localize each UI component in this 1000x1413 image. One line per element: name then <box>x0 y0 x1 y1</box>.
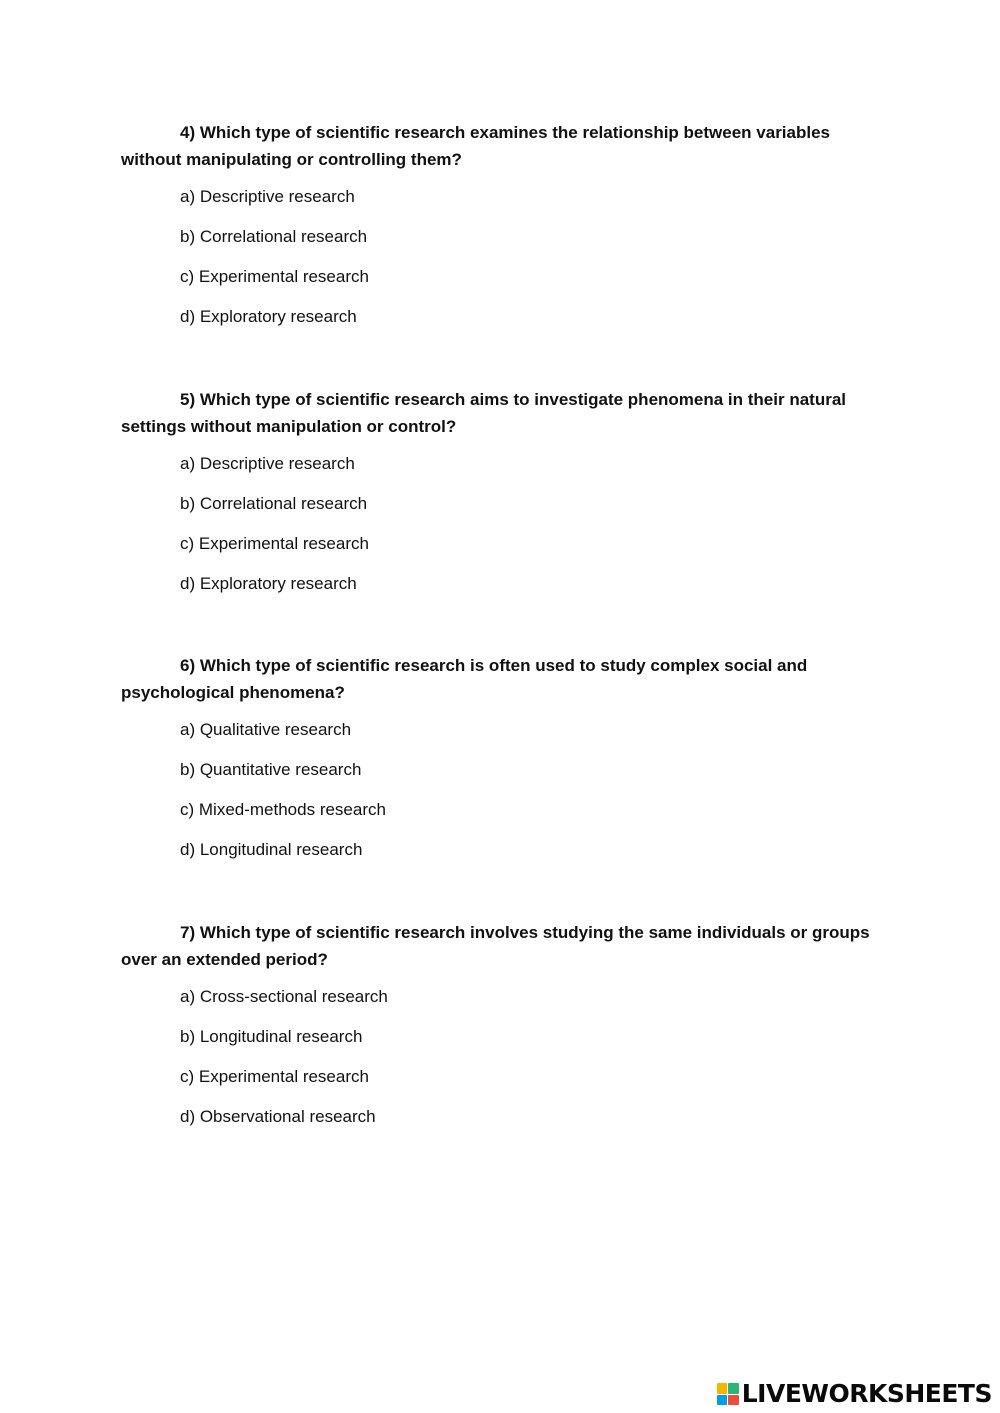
logo-tile <box>717 1383 728 1394</box>
option-c: c) Experimental research <box>180 534 369 553</box>
answer-options <box>121 986 881 1128</box>
question-text: 7) Which type of scientific research involves studying the same individuals or groups over an extended period? <box>121 923 870 969</box>
answer-options <box>121 719 881 861</box>
option-d: d) Longitudinal research <box>180 840 363 859</box>
question-4 <box>121 119 881 346</box>
option-c: c) Experimental research <box>180 1067 369 1086</box>
option-b: b) Correlational research <box>180 494 368 513</box>
option-a: a) Cross-sectional research <box>180 987 388 1006</box>
logo-tile <box>728 1395 739 1406</box>
option-b: b) Correlational research <box>180 227 368 246</box>
option-b: b) Quantitative research <box>180 760 362 779</box>
option-a: a) Descriptive research <box>180 187 355 206</box>
question-text: 5) Which type of scientific research aims to investigate phenomena in their natural settings without manipulation or control? <box>121 390 846 436</box>
question-5 <box>121 386 881 613</box>
option-a: a) Qualitative research <box>180 720 352 739</box>
option-d: d) Exploratory research <box>180 307 357 326</box>
question-7 <box>121 919 881 1146</box>
logo-tile <box>717 1395 728 1406</box>
option-c: c) Mixed-methods research <box>180 800 386 819</box>
liveworksheets-logo-icon <box>717 1383 739 1405</box>
option-b: b) Longitudinal research <box>180 1027 363 1046</box>
liveworksheets-brand <box>717 1379 992 1409</box>
option-a: a) Descriptive research <box>180 454 355 473</box>
brand-name: LIVEWORKSHEETS <box>741 1379 992 1408</box>
question-text: 6) Which type of scientific research is often used to study complex social and psychological phenomena? <box>121 656 808 702</box>
question-6 <box>121 652 881 879</box>
answer-options <box>121 186 881 328</box>
option-d: d) Observational research <box>180 1107 376 1126</box>
answer-options <box>121 453 881 595</box>
logo-tile <box>728 1383 739 1394</box>
option-d: d) Exploratory research <box>180 574 357 593</box>
option-c: c) Experimental research <box>180 267 369 286</box>
question-text: 4) Which type of scientific research examines the relationship between variables without manipulating or controlling them? <box>121 123 831 169</box>
